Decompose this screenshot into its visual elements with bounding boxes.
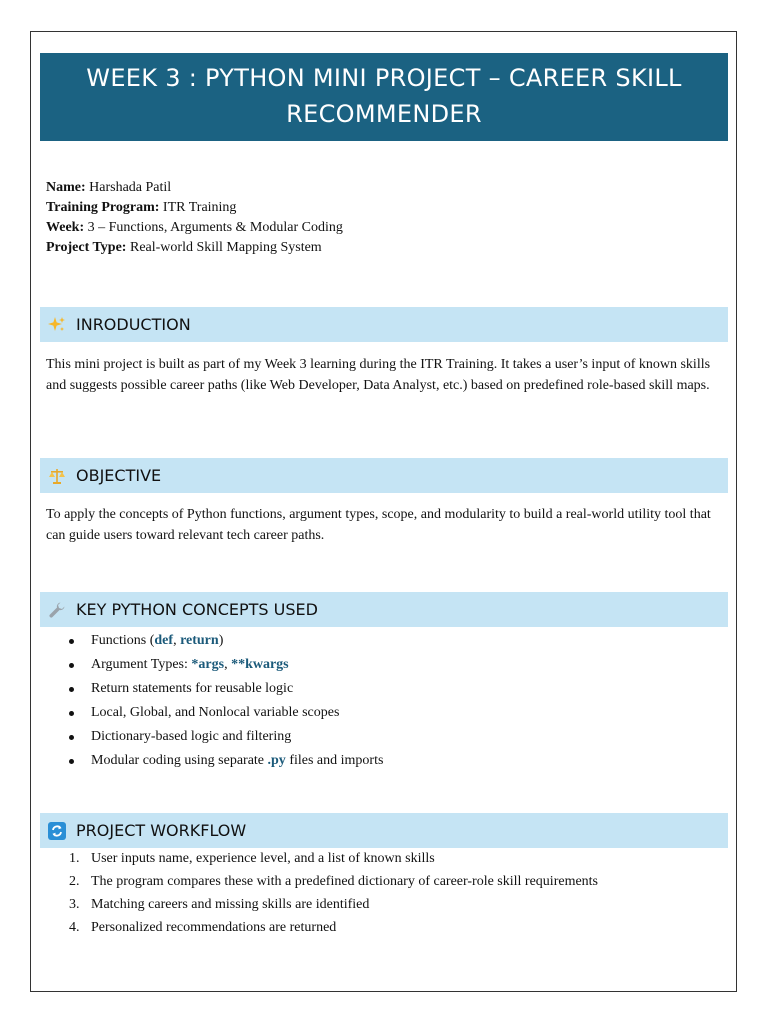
concepts-list — [46, 632, 383, 776]
list-item: Functions (def, return) — [46, 632, 383, 656]
workflow-list — [46, 850, 598, 942]
meta-training-program: Training Program: ITR Training — [46, 200, 237, 215]
meta-project-type: Project Type: Real-world Skill Mapping System — [46, 240, 322, 255]
scale-icon — [48, 467, 66, 485]
list-item: Dictionary-based logic and filtering — [46, 728, 383, 752]
section-introduction-header — [40, 307, 728, 342]
section-introduction-title: INRODUCTION — [76, 315, 191, 334]
list-item: Local, Global, and Nonlocal variable scopes — [46, 704, 383, 728]
section-objective-title: OBJECTIVE — [76, 466, 162, 485]
meta-name: Name: Harshada Patil — [46, 180, 172, 195]
objective-text: To apply the concepts of Python functions, argument types, scope, and modularity to build a real-world utility tool that can guide users toward relevant tech career paths. — [46, 507, 711, 543]
introduction-text: This mini project is built as part of my Week 3 learning during the ITR Training. It takes a user’s input of known skills and suggests possible career paths (like Web Developer, Data Analyst, etc.) based on predefined role-based skill maps. — [46, 357, 711, 393]
sparkles-icon — [48, 316, 66, 334]
list-item: 4. Personalized recommendations are returned — [69, 920, 337, 935]
project-meta — [46, 178, 343, 258]
section-workflow-header — [40, 813, 728, 848]
section-objective-header — [40, 458, 728, 493]
section-concepts-header — [40, 592, 728, 627]
list-item: 2. The program compares these with a predefined dictionary of career-role skill requirements — [69, 874, 599, 889]
section-workflow-title: PROJECT WORKFLOW — [76, 821, 247, 840]
title-line-1: WEEK 3 : PYTHON MINI PROJECT – CAREER SKILL — [86, 64, 682, 92]
list-item: Modular coding using separate .py files and imports — [46, 752, 383, 776]
meta-week: Week: 3 – Functions, Arguments & Modular Coding — [46, 220, 343, 235]
list-item: 3. Matching careers and missing skills are identified — [69, 897, 370, 912]
document-page — [30, 31, 737, 992]
list-item: Argument Types: *args, **kwargs — [46, 656, 383, 680]
list-item: Return statements for reusable logic — [46, 680, 383, 704]
list-item: 1. User inputs name, experience level, and a list of known skills — [69, 851, 435, 866]
page-title — [40, 53, 728, 141]
title-line-2: RECOMMENDER — [286, 100, 482, 128]
cycle-icon — [48, 822, 66, 840]
section-concepts-title: KEY PYTHON CONCEPTS USED — [76, 600, 318, 619]
wrench-icon — [48, 601, 66, 619]
